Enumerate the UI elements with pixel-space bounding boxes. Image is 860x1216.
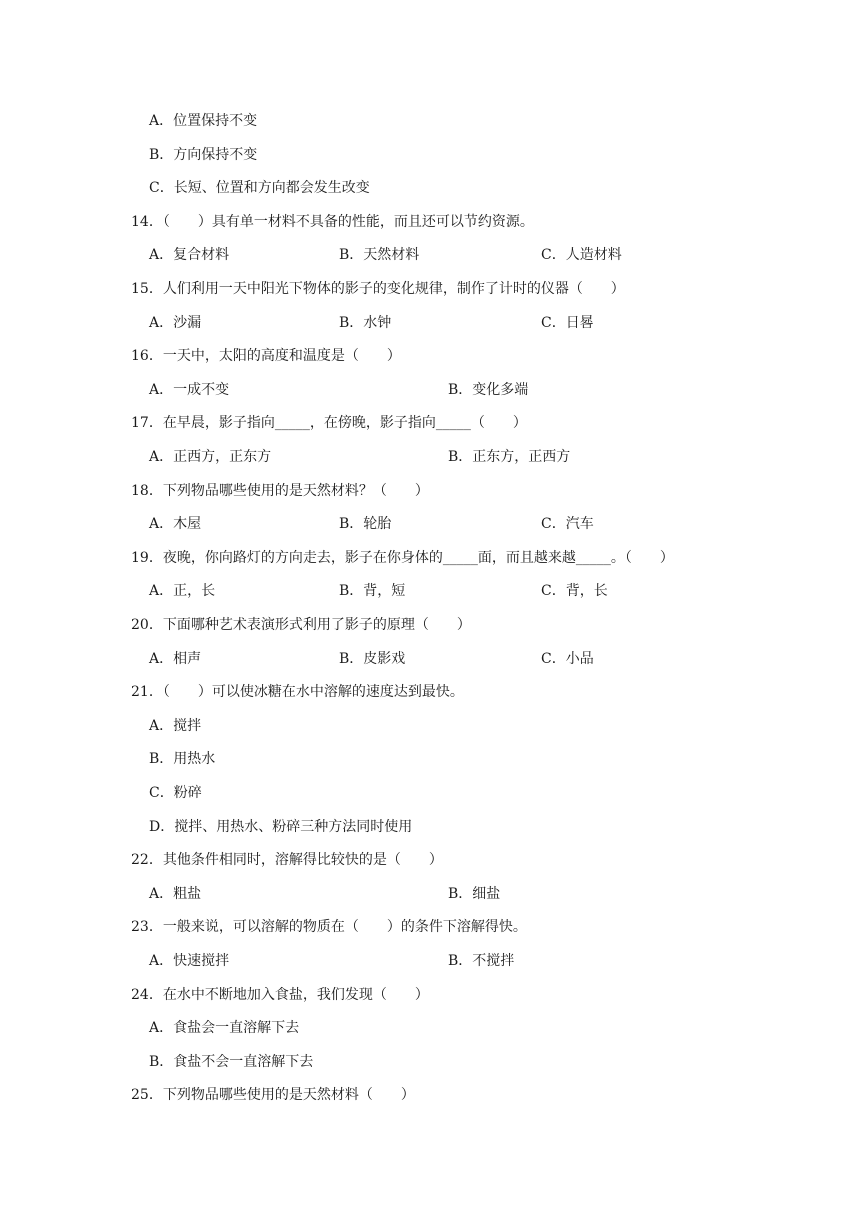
answer-option: C．背，长	[541, 583, 608, 599]
options-row	[0, 448, 860, 466]
answer-option: A．正，长	[149, 583, 216, 599]
answer-option: D．搅拌、用热水、粉碎三种方法同时使用	[149, 819, 413, 835]
answer-option: B．不搅拌	[448, 953, 515, 969]
answer-option: C．小品	[541, 651, 594, 667]
answer-option: B．天然材料	[339, 247, 420, 263]
answer-option: B．用热水	[149, 751, 216, 767]
question-text: 20．下面哪种艺术表演形式利用了影子的原理（ ）	[131, 617, 471, 633]
question-text: 24．在水中不断地加入食盐，我们发现（ ）	[131, 987, 429, 1003]
answer-option: C．日晷	[541, 315, 594, 331]
options-row	[0, 582, 860, 600]
options-row	[0, 246, 860, 264]
answer-option: C．长短、位置和方向都会发生改变	[149, 180, 370, 196]
answer-option: B．正东方，正西方	[448, 449, 571, 465]
answer-option: B．变化多端	[448, 382, 529, 398]
question-text: 19．夜晚，你向路灯的方向走去，影子在你身体的_____面，而且越来越_____。（ ）	[131, 550, 674, 566]
answer-option: A．沙漏	[149, 315, 202, 331]
options-row	[0, 515, 860, 533]
answer-option: A．木屋	[149, 516, 202, 532]
answer-option: A．复合材料	[149, 247, 230, 263]
question-text: 23．一般来说，可以溶解的物质在（ ）的条件下溶解得快。	[131, 919, 527, 935]
answer-option: A．正西方，正东方	[149, 449, 272, 465]
answer-option: B．细盐	[448, 886, 501, 902]
answer-option: A．快速搅拌	[149, 953, 230, 969]
answer-option: B．背，短	[339, 583, 406, 599]
answer-option: A．食盐会一直溶解下去	[149, 1020, 300, 1036]
answer-option: B．水钟	[339, 315, 392, 331]
options-row	[0, 381, 860, 399]
options-row	[0, 885, 860, 903]
question-text: 22．其他条件相同时，溶解得比较快的是（ ）	[131, 852, 443, 868]
question-text: 17．在早晨，影子指向_____，在傍晚，影子指向_____（ ）	[131, 415, 527, 431]
options-row	[0, 314, 860, 332]
answer-option: B．食盐不会一直溶解下去	[149, 1054, 314, 1070]
answer-option: A．一成不变	[149, 382, 230, 398]
answer-option: C．人造材料	[541, 247, 622, 263]
answer-option: A．相声	[149, 651, 202, 667]
options-row	[0, 650, 860, 668]
answer-option: B．轮胎	[339, 516, 392, 532]
question-text: 21．（ ）可以使冰糖在水中溶解的速度达到最快。	[131, 684, 464, 700]
question-text: 14．（ ）具有单一材料不具备的性能，而且还可以节约资源。	[131, 214, 534, 230]
answer-option: C．粉碎	[149, 785, 202, 801]
answer-option: B．方向保持不变	[149, 147, 258, 163]
answer-option: A．搅拌	[149, 718, 202, 734]
question-text: 15．人们利用一天中阳光下物体的影子的变化规律，制作了计时的仪器（ ）	[131, 281, 625, 297]
answer-option: A．粗盐	[149, 886, 202, 902]
options-row	[0, 952, 860, 970]
question-text: 18．下列物品哪些使用的是天然材料？（ ）	[131, 483, 429, 499]
question-text: 16．一天中，太阳的高度和温度是（ ）	[131, 348, 401, 364]
answer-option: B．皮影戏	[339, 651, 406, 667]
question-text: 25．下列物品哪些使用的是天然材料（ ）	[131, 1087, 415, 1103]
answer-option: A．位置保持不变	[149, 113, 258, 129]
answer-option: C．汽车	[541, 516, 594, 532]
